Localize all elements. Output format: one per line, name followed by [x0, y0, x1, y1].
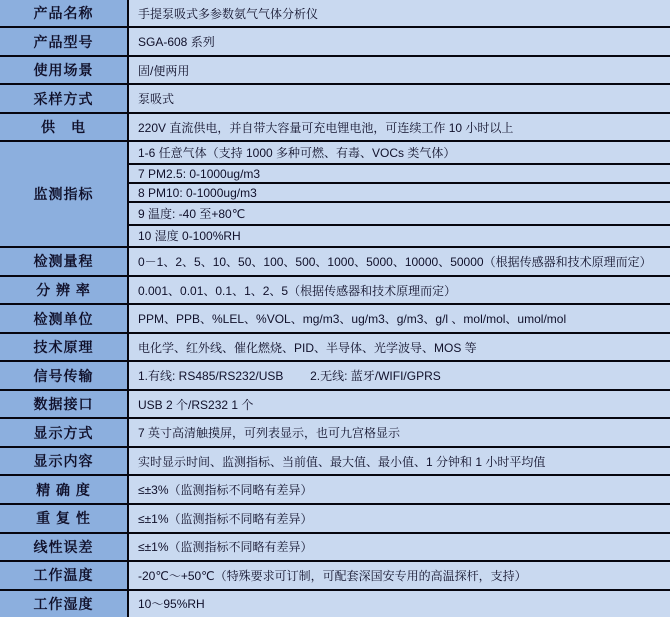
- spec-value: 0－1、2、5、10、50、100、500、1000、5000、10000、50000（根据传感器和技术原理而定）: [128, 247, 670, 276]
- table-row: [0, 361, 670, 390]
- table-row: [0, 447, 670, 476]
- spec-label: 显示方式: [0, 418, 128, 447]
- table-row: [0, 533, 670, 562]
- table-row: [0, 333, 670, 362]
- spec-label: 工作温度: [0, 561, 128, 590]
- table-row: [0, 590, 670, 617]
- table-row: [0, 56, 670, 85]
- spec-label: 供 电: [0, 113, 128, 142]
- spec-value: ≤±3%（监测指标不同略有差异）: [128, 475, 670, 504]
- spec-value: 8 PM10: 0-1000ug/m3: [128, 183, 670, 202]
- spec-label: 分 辨 率: [0, 276, 128, 305]
- spec-value: 10 湿度 0-100%RH: [128, 225, 670, 248]
- spec-value: 1.有线: RS485/RS232/USB 2.无线: 蓝牙/WIFI/GPRS: [128, 361, 670, 390]
- spec-value: 220V 直流供电，并自带大容量可充电锂电池，可连续工作 10 小时以上: [128, 113, 670, 142]
- spec-value: SGA-608 系列: [128, 27, 670, 56]
- table-row: [0, 27, 670, 56]
- spec-value: ≤±1%（监测指标不同略有差异）: [128, 504, 670, 533]
- spec-label: 信号传输: [0, 361, 128, 390]
- table-row: [0, 276, 670, 305]
- spec-label: 技术原理: [0, 333, 128, 362]
- spec-label: 采样方式: [0, 84, 128, 113]
- spec-value: 电化学、红外线、催化燃烧、PID、半导体、光学波导、MOS 等: [128, 333, 670, 362]
- spec-label: 产品名称: [0, 0, 128, 27]
- table-row: [0, 504, 670, 533]
- table-row: [0, 304, 670, 333]
- spec-value: 泵吸式: [128, 84, 670, 113]
- table-row: [0, 113, 670, 142]
- spec-label: 数据接口: [0, 390, 128, 419]
- spec-label: 产品型号: [0, 27, 128, 56]
- spec-label: 工作湿度: [0, 590, 128, 617]
- table-row: [0, 84, 670, 113]
- table-row: [0, 390, 670, 419]
- spec-value: ≤±1%（监测指标不同略有差异）: [128, 533, 670, 562]
- spec-value: 1-6 任意气体（支持 1000 多种可燃、有毒、VOCs 类气体）: [128, 141, 670, 164]
- spec-value: 固/便两用: [128, 56, 670, 85]
- table-row: [0, 141, 670, 164]
- table-row: [0, 561, 670, 590]
- spec-value: USB 2 个/RS232 1 个: [128, 390, 670, 419]
- spec-value: 7 PM2.5: 0-1000ug/m3: [128, 164, 670, 183]
- spec-label: 重 复 性: [0, 504, 128, 533]
- spec-label: 检测单位: [0, 304, 128, 333]
- spec-value: 7 英寸高清触摸屏，可列表显示，也可九宫格显示: [128, 418, 670, 447]
- spec-label: 精 确 度: [0, 475, 128, 504]
- table-row: [0, 418, 670, 447]
- spec-value: 10～95%RH: [128, 590, 670, 617]
- spec-value: 实时显示时间、监测指标、当前值、最大值、最小值、1 分钟和 1 小时平均值: [128, 447, 670, 476]
- spec-label: 显示内容: [0, 447, 128, 476]
- spec-value: PPM、PPB、%LEL、%VOL、mg/m3、ug/m3、g/m3、g/l 、mol/mol、umol/mol: [128, 304, 670, 333]
- spec-label: 使用场景: [0, 56, 128, 85]
- spec-value: 手提泵吸式多参数氨气气体分析仪: [128, 0, 670, 27]
- table-row: [0, 247, 670, 276]
- table-row: [0, 0, 670, 27]
- spec-value: -20℃～+50℃（特殊要求可订制，可配套深国安专用的高温探杆，支持）: [128, 561, 670, 590]
- spec-label: 检测量程: [0, 247, 128, 276]
- spec-value: 9 温度: -40 至+80℃: [128, 202, 670, 225]
- spec-value: 0.001、0.01、0.1、1、2、5（根据传感器和技术原理而定）: [128, 276, 670, 305]
- table-row: [0, 475, 670, 504]
- spec-label: 线性误差: [0, 533, 128, 562]
- spec-label-merged: 监测指标: [0, 141, 128, 247]
